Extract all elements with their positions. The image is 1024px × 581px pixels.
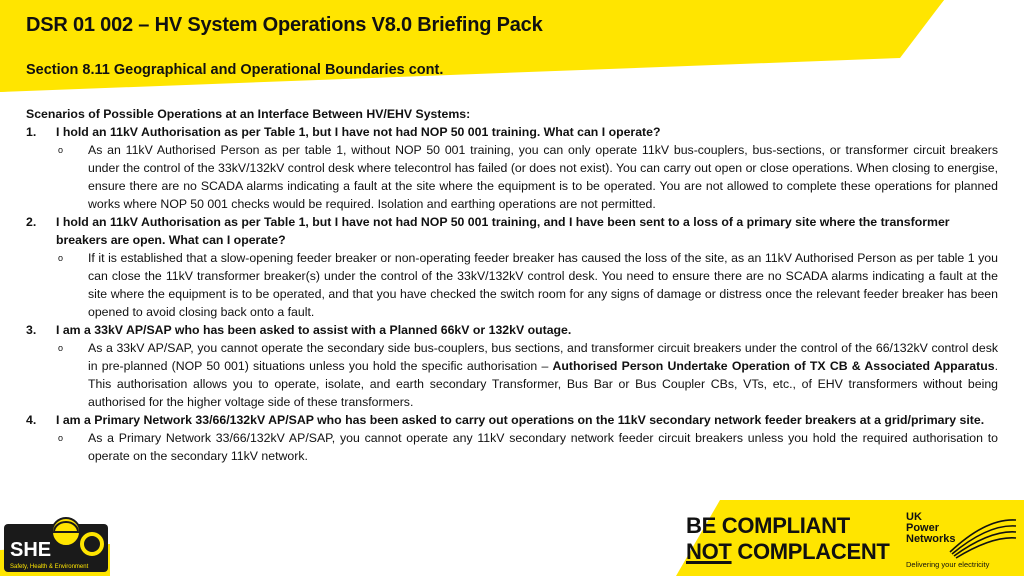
scenario-answer-text [88, 339, 998, 411]
ukpn-swoosh-icon [906, 512, 1018, 560]
ukpn-tagline: Delivering your electricity [906, 560, 990, 569]
slogan-not: NOT [686, 539, 732, 564]
scenario-answer-text: If it is established that a slow-opening feeder breaker or non-operating feeder breaker has caused the loss of the site, as an 11kV Authorised Person as per table 1 you can close the 11kV transformer breaker(s) under the control of the 33kV/132kV control desk. You need to ensure there are no SCADA alarms indicating a fault at the site where the equipment is to be operated, and that you have checked the switch room for any signs of damage or distress once the relevant feeder breaker has been opened to avoid closing back onto a fault. [88, 251, 998, 319]
ukpn-logo [906, 512, 1018, 572]
answer-post-text: . This authorisation allows you to operate, isolate, and earth secondary Transformer, Bus Bar or Bus Coupler CBs, VTs, etc., of EHV transformers without being authorised for the higher voltage side of these transformers. [88, 359, 998, 409]
ukpn-name-line-2: Power [906, 522, 940, 534]
bullet-icon: o [58, 343, 64, 353]
she-logo-graphic [4, 514, 108, 572]
bullet-icon: o [58, 253, 64, 263]
scenario-question [26, 411, 998, 429]
scenario-answer [58, 429, 998, 465]
bullet-icon: o [58, 145, 64, 155]
scenario-question-text: I am a Primary Network 33/66/132kV AP/SAP who has been asked to carry out operations on the 11kV secondary network feeder breakers at a grid/primary site. [56, 413, 985, 427]
slogan-rest: COMPLACENT [731, 539, 890, 564]
scenarios-intro: Scenarios of Possible Operations at an Interface Between HV/EHV Systems: [26, 107, 471, 121]
scenario-question-text: I hold an 11kV Authorisation as per Table 1, but I have not had NOP 50 001 training. What can I operate? [56, 125, 661, 139]
scenario-number: 3. [26, 323, 37, 337]
answer-bold-authorisation: Authorised Person Undertake Operation of TX CB & Associated Apparatus [552, 359, 995, 373]
scenario-number: 2. [26, 215, 37, 229]
scenario-question-text: I am a 33kV AP/SAP who has been asked to assist with a Planned 66kV or 132kV outage. [56, 323, 572, 337]
scenario-number: 1. [26, 125, 37, 139]
ukpn-name-line-1: UK [906, 511, 922, 523]
scenario-question-text: I hold an 11kV Authorisation as per Table 1, but I have not had NOP 50 001 training, and I have been sent to a loss of a primary site where the transformer breakers are open. What can I operate? [56, 215, 950, 247]
she-logo [4, 514, 108, 572]
answer-pre-text: As a 33kV AP/SAP, you cannot operate the secondary side bus-couplers, bus sections, and transformer circuit breakers under the control of the 66/132kV control desk in pre-planned (NOP 50 001) situations unless you hold the specific authorisation – [88, 341, 998, 373]
slogan-line-1: BE COMPLIANT [686, 513, 850, 538]
she-logo-text: SHE [10, 539, 52, 561]
section-subtitle: Section 8.11 Geographical and Operational Boundaries cont. [26, 62, 444, 78]
scenario-question [26, 213, 998, 249]
footer-slogan [686, 513, 890, 565]
scenario-answer-text: As a Primary Network 33/66/132kV AP/SAP, you cannot operate any 11kV secondary network feeder circuit breakers unless you hold the required authorisation to operate on the secondary 11kV network. [88, 431, 998, 463]
scenario-answer-text: As an 11kV Authorised Person as per table 1, without NOP 50 001 training, you can only operate 11kV bus-couplers, bus-sections, or transformer circuit breakers under the control of the 33kV/132kV control desk where telecontrol has failed (or does not exist). You can carry out open or close operations. When closing to energise, ensure there are no SCADA alarms indicating a fault at the site where the equipment is to be operated. You are not allowed to complete these operations for planned works where NOP 50 001 checks would be required. Isolation and earthing operations are not permitted. [88, 143, 998, 211]
scenario-question [26, 123, 998, 141]
scenario-answer [58, 141, 998, 213]
page-title: DSR 01 002 – HV System Operations V8.0 Briefing Pack [26, 14, 543, 36]
ukpn-name-line-3: Networks [906, 533, 956, 545]
main-content [26, 105, 998, 465]
scenario-answer [58, 249, 998, 321]
scenario-question [26, 321, 998, 339]
slogan-line-2 [686, 539, 890, 565]
she-logo-subtext: Safety, Health & Environment [10, 564, 89, 570]
bullet-icon: o [58, 433, 64, 443]
scenario-answer [58, 339, 998, 411]
scenario-number: 4. [26, 413, 37, 427]
